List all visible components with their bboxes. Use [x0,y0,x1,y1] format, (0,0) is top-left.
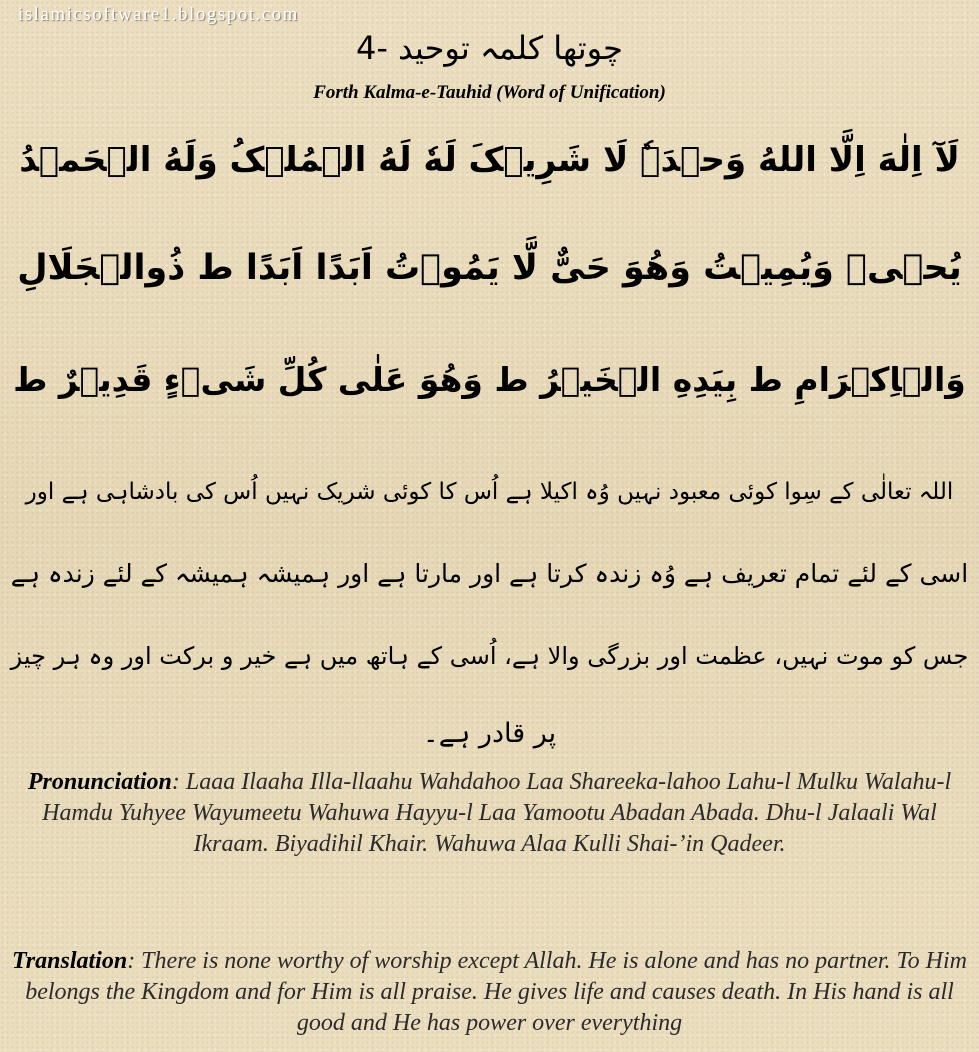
arabic-line-2: یُحۡیٖ وَیُمِیۡتُ وَهُوَ حَیٌّ لَّا یَمُوۡتُ اَبَدًا اَبَدًا ط ذُوالۡجَلَالِ [17,248,962,288]
urdu-title: 4- چوتھا کلمہ توحید [356,29,623,67]
pronunciation-paragraph [6,767,973,860]
english-title: Forth Kalma-e-Tauhid (Word of Unification) [313,82,666,103]
urdu-line-2: اسی کے لئے تمام تعریف ہے وُہ زندہ کرتا ہے اور مارتا ہے اور ہمیشہ ہمیشہ کے لئے زندہ ہے [10,559,969,588]
pronunciation-text: : Laaa Ilaaha Illa-llaahu Wahdahoo Laa Shareeka-lahoo Lahu-l Mulku Walahu-l Hamdu Yuhyee Wayumeetu Wahuwa Hayyu-l Laa Yamootu Abadan Abada. Dhu-l Jalaali Wal Ikraam. Biyadihil Khair. Wahuwa Alaa Kulli Shai-’in Qadeer. [42,769,952,857]
pronunciation-label: Pronunciation [27,769,172,795]
translation-label: Translation [12,948,128,974]
urdu-line-4: پر قادر ہے۔ [422,718,557,749]
watermark: islamicsoftware1.blogspot.com [18,4,299,25]
arabic-line-1: لَآ اِلٰهَ اِلَّا اللهُ وَحۡدَہٗ لَا شَرِیۡکَ لَهٗ لَهُ الۡمُلۡکُ وَلَهُ الۡحَمۡدُ [19,140,960,180]
translation-text: : There is none worthy of worship except Allah. He is alone and has no partner. To Him belongs the Kingdom and for Him is all praise. He gives life and causes death. In His hand is all good and He has power over everything [25,948,967,1036]
translation-paragraph [6,946,973,1039]
urdu-line-3: جس کو موت نہیں، عظمت اور بزرگی والا ہے، اُسی کے ہاتھ میں ہے خیر و برکت اور وہ ہر چیز [10,642,969,670]
arabic-line-3: وَالۡاِکۡرَامِ ط بِیَدِهِ الۡخَیۡرُ ط وَهُوَ عَلٰی کُلِّ شَیۡءٍ قَدِیۡرٌ ط [13,360,966,399]
urdu-line-1: اللہ تعالٰی کے سِوا کوئی معبود نہیں وُہ اکیلا ہے اُس کا کوئی شریک نہیں اُس کی بادشاہی ہے اور [25,479,954,505]
